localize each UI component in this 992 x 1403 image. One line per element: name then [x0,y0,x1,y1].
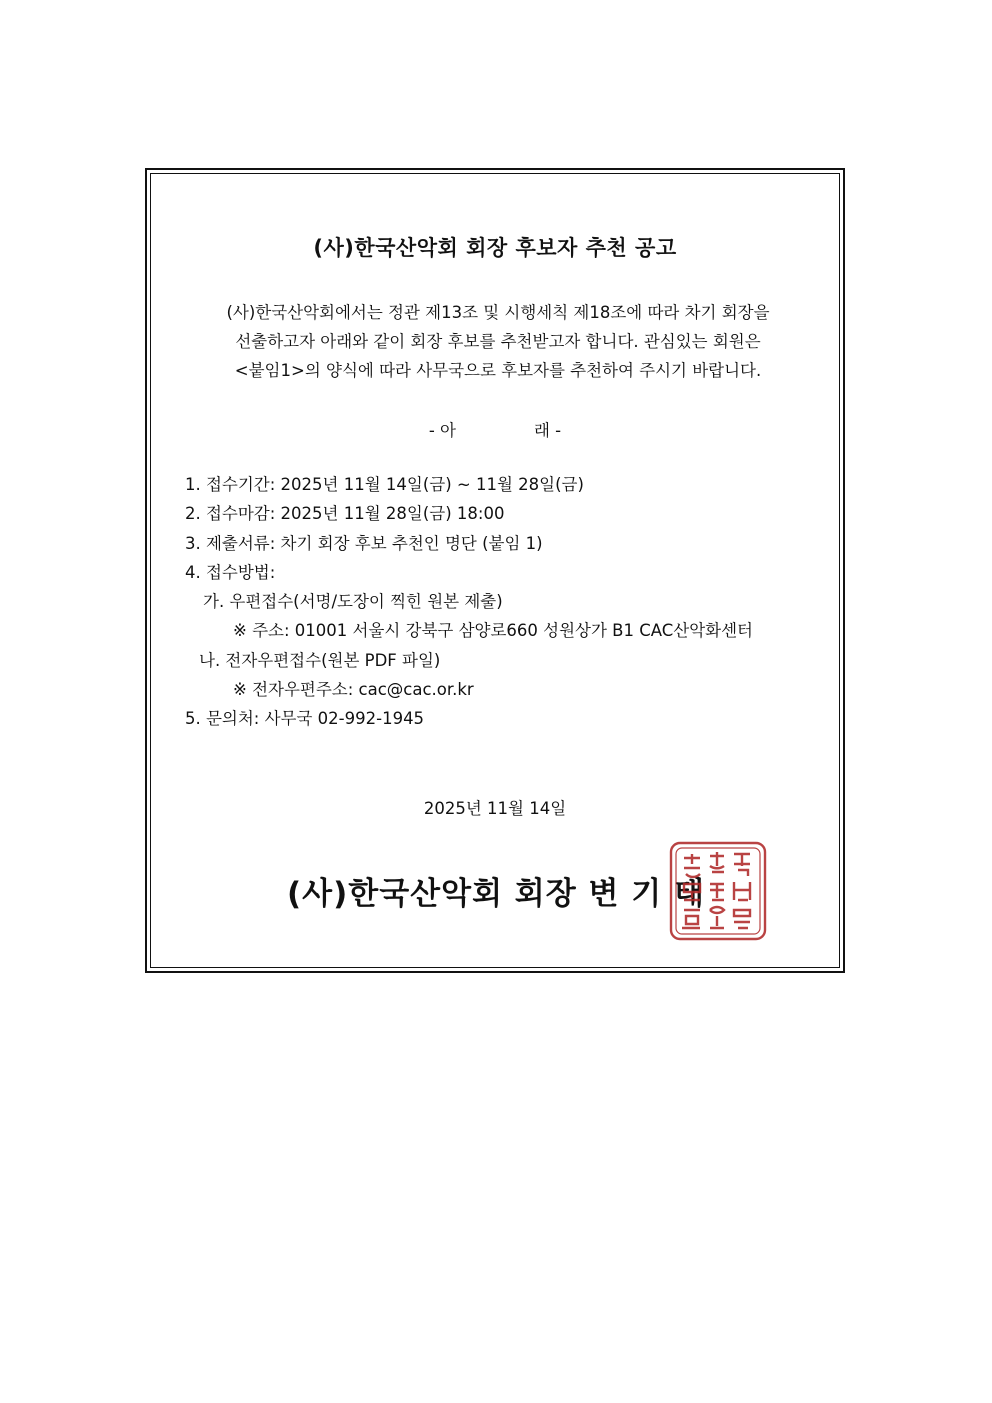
notice-border [145,168,845,973]
details-list [185,470,753,734]
agenda-heading-left: - 아 [428,421,456,440]
official-seal [668,840,768,942]
list-item-submission-method: 4. 접수방법: [185,562,276,582]
list-note-email: ※ 전자우편주소: cac@cac.or.kr [233,680,474,700]
list-subitem-email: 나. 전자우편접수(원본 PDF 파일) [199,650,441,670]
paragraph-line: <붙임1>의 양식에 따라 사무국으로 후보자를 추천하여 주시기 바랍니다. [234,361,762,380]
paragraph-line: 선출하고자 아래와 같이 회장 후보를 추천받고자 합니다. 관심있는 회원은 [235,332,761,351]
list-item-documents: 3. 제출서류: 차기 회장 후보 추천인 명단 (붙임 1) [185,533,543,553]
agenda-heading [147,417,843,441]
notice-paragraph [185,298,811,385]
notice-title: (사)한국산악회 회장 후보자 추천 공고 [313,236,677,260]
agenda-heading-right: 래 - [534,421,562,440]
list-item-deadline: 2. 접수마감: 2025년 11월 28일(금) 18:00 [185,504,505,524]
signature-line: (사)한국산악회 회장 변 기 태 [287,876,705,912]
list-subitem-mail: 가. 우편접수(서명/도장이 찍힌 원본 제출) [203,592,503,612]
paragraph-line: (사)한국산악회에서는 정관 제13조 및 시행세칙 제18조에 따라 차기 회장을 [226,303,770,322]
list-item-reception-period: 1. 접수기간: 2025년 11월 14일(금) ~ 11월 28일(금) [185,475,584,494]
list-item-contact: 5. 문의처: 사무국 02-992-1945 [185,709,425,729]
notice-date: 2025년 11월 14일 [423,799,567,818]
list-note-address: ※ 주소: 01001 서울시 강북구 삼양로660 성원상가 B1 CAC산악화센터 [233,621,753,641]
